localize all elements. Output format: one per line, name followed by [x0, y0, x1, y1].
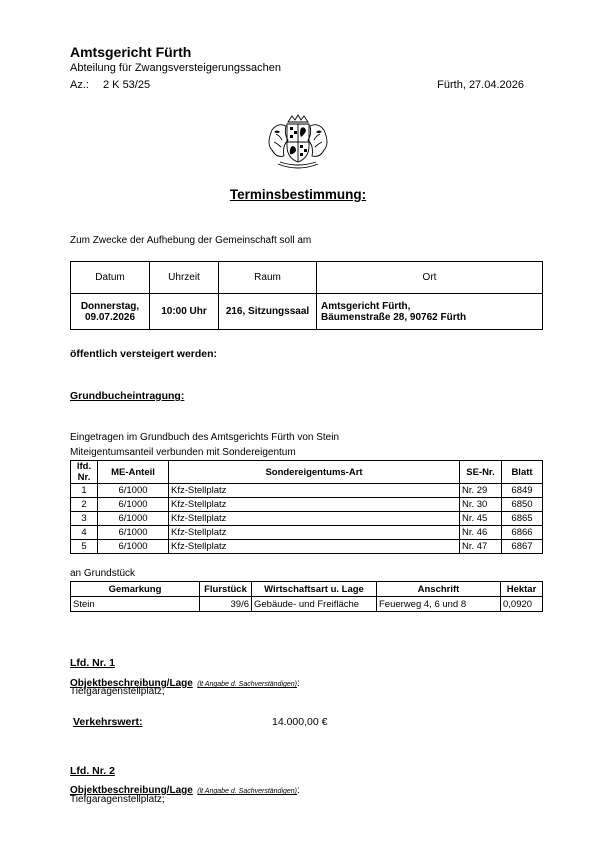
plot-flurstueck: 39/6: [200, 597, 252, 612]
file-number: 2 K 53/25: [103, 79, 151, 91]
units-header-se: SE-Nr.: [460, 461, 502, 484]
object-description-label: Objektbeschreibung/Lage: [70, 678, 193, 689]
unit-art: Kfz-Stellplatz: [169, 540, 460, 554]
market-value: 14.000,00 €: [272, 716, 328, 728]
unit-me: 6/1000: [98, 540, 169, 554]
object-description: Tiefgaragenstellplatz;: [70, 794, 165, 805]
appointment-table: [70, 261, 543, 330]
land-register-text: Eingetragen im Grundbuch des Amtsgerichts Fürth von Stein: [70, 432, 340, 443]
appointment-date-day: 09.07.2026: [84, 311, 136, 323]
unit-art: Kfz-Stellplatz: [169, 526, 460, 540]
unit-lfd: 3: [71, 512, 98, 526]
file-number-label: Az.:: [70, 79, 89, 91]
document-title: Terminsbestimmung:: [229, 187, 367, 202]
table-row: [71, 484, 543, 498]
object-description-colon: :: [297, 785, 300, 796]
plot-label: an Grundstück: [70, 568, 136, 579]
appointment-place-court: Amtsgericht Fürth,: [321, 300, 411, 312]
table-row: [71, 498, 543, 512]
units-header-blatt: Blatt: [502, 461, 543, 484]
appointment-place: [317, 294, 543, 330]
department-name: Abteilung für Zwangsversteigerungssachen: [70, 62, 281, 74]
unit-me: 6/1000: [98, 484, 169, 498]
land-register-heading: Grundbucheintragung:: [70, 390, 185, 402]
table-row: [71, 512, 543, 526]
plot-header-flurstueck: Flurstück: [200, 582, 252, 597]
units-table: [70, 460, 543, 554]
plot-header-hektar: Hektar: [501, 582, 543, 597]
unit-se: Nr. 45: [460, 512, 502, 526]
appointment-header-place: Ort: [317, 262, 543, 294]
unit-blatt: 6867: [502, 540, 543, 554]
bavarian-coat-of-arms-icon: [262, 112, 334, 170]
unit-lfd: 4: [71, 526, 98, 540]
unit-blatt: 6866: [502, 526, 543, 540]
unit-blatt: 6849: [502, 484, 543, 498]
unit-se: Nr. 29: [460, 484, 502, 498]
plot-header-wirtschaftsart: Wirtschaftsart u. Lage: [252, 582, 377, 597]
unit-me: 6/1000: [98, 498, 169, 512]
plot-hektar: 0,0920: [501, 597, 543, 612]
unit-me: 6/1000: [98, 526, 169, 540]
plot-gemarkung: Stein: [71, 597, 200, 612]
appointment-date-weekday: Donnerstag,: [80, 300, 140, 312]
plot-table: [70, 581, 543, 612]
units-header-lfd-line1: lfd.: [76, 461, 92, 472]
unit-lfd: 1: [71, 484, 98, 498]
co-ownership-text: Miteigentumsanteil verbunden mit Sondereigentum: [70, 447, 296, 458]
lot-number: Lfd. Nr. 2: [70, 765, 115, 777]
appointment-room: 216, Sitzungssaal: [219, 294, 317, 330]
unit-art: Kfz-Stellplatz: [169, 512, 460, 526]
appointment-date: [71, 294, 150, 330]
table-row: [71, 597, 543, 612]
plot-header-gemarkung: Gemarkung: [71, 582, 200, 597]
unit-blatt: 6865: [502, 512, 543, 526]
object-description-colon: :: [297, 678, 300, 689]
appointment-place-address: Bäumenstraße 28, 90762 Fürth: [321, 311, 467, 323]
unit-art: Kfz-Stellplatz: [169, 498, 460, 512]
table-row: [71, 526, 543, 540]
object-description: Tiefgaragenstellplatz;: [70, 686, 165, 697]
object-description-label: Objektbeschreibung/Lage: [70, 785, 193, 796]
unit-me: 6/1000: [98, 512, 169, 526]
units-header-lfd-line2: Nr.: [77, 472, 91, 483]
appointment-header-room: Raum: [219, 262, 317, 294]
unit-art: Kfz-Stellplatz: [169, 484, 460, 498]
unit-se: Nr. 30: [460, 498, 502, 512]
auction-statement: öffentlich versteigert werden:: [70, 348, 218, 360]
appointment-header-date: Datum: [71, 262, 150, 294]
place-date: Fürth, 27.04.2026: [437, 79, 524, 91]
lot-number: Lfd. Nr. 1: [70, 657, 115, 669]
market-value-label: Verkehrswert:: [73, 716, 143, 728]
plot-anschrift: Feuerweg 4, 6 und 8: [377, 597, 501, 612]
object-description-note: (lt Angabe d. Sachverständigen): [197, 788, 298, 795]
units-header-art: Sondereigentums-Art: [169, 461, 460, 484]
unit-lfd: 5: [71, 540, 98, 554]
unit-blatt: 6850: [502, 498, 543, 512]
plot-header-anschrift: Anschrift: [377, 582, 501, 597]
unit-se: Nr. 46: [460, 526, 502, 540]
table-row: [71, 540, 543, 554]
plot-wirtschaftsart: Gebäude- und Freifläche: [252, 597, 377, 612]
appointment-time: 10:00 Uhr: [150, 294, 219, 330]
unit-lfd: 2: [71, 498, 98, 512]
appointment-header-time: Uhrzeit: [150, 262, 219, 294]
intro-text: Zum Zwecke der Aufhebung der Gemeinschaft soll am: [70, 235, 312, 246]
unit-se: Nr. 47: [460, 540, 502, 554]
object-description-note: (lt Angabe d. Sachverständigen): [197, 681, 298, 688]
court-name: Amtsgericht Fürth: [70, 44, 192, 60]
units-header-me: ME-Anteil: [98, 461, 169, 484]
units-header-lfd: [71, 461, 98, 484]
